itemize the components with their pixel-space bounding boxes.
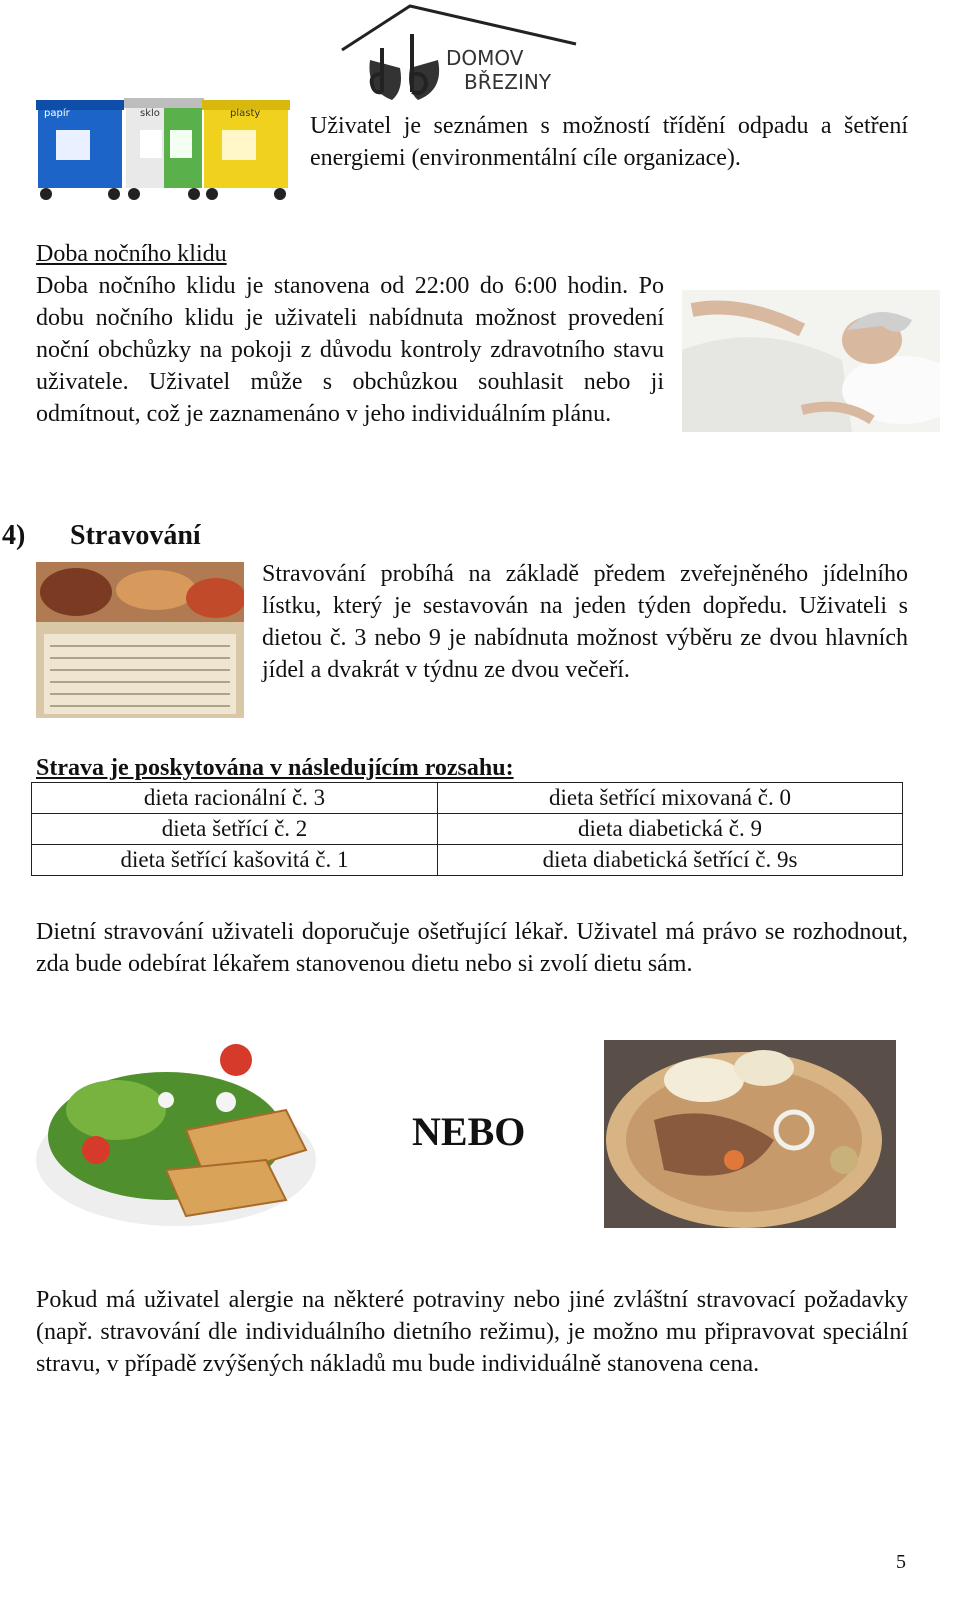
diet-note: Dietní stravování uživateli doporučuje ošetřující lékař. Uživatel má právo se rozhodnout, zda bude odebírat lékařem stanovenou dietu nebo si zvolí dietu sám. — [36, 919, 908, 977]
table-row — [32, 783, 903, 814]
allergy-text: Pokud má uživatel alergie na některé potraviny nebo jiné zvláštní stravovací požadavky (např. stravování dle individuálního dietního režimu), je možno mu připravovat speciální stravu, v případě zvýšených nákladů mu bude individuálně stanovena cena. — [36, 1287, 908, 1377]
recycling-bins-image — [36, 96, 290, 202]
section-title: Stravování — [70, 520, 201, 551]
logo-line2: BŘEZINY — [464, 70, 552, 94]
menu-image — [36, 562, 244, 718]
dumpling-plate-image — [604, 1040, 896, 1228]
night-heading: Doba nočního klidu — [36, 241, 227, 267]
table-cell: dieta racionální č. 3 — [32, 783, 438, 814]
sleeping-woman-image — [682, 290, 940, 432]
bin-paper-label: papír — [44, 108, 70, 119]
bin-glass-label: sklo — [140, 108, 160, 119]
recycling-text: Uživatel je seznámen s možností třídění odpadu a šetření energiemi (environmentální cíle organizace). — [310, 113, 908, 171]
salad-image — [36, 1040, 324, 1226]
logo — [340, 4, 580, 104]
table-row — [32, 845, 903, 876]
diet-heading: Strava je poskytována v následujícím rozsahu: — [36, 755, 514, 781]
table-cell: dieta šetřící mixovaná č. 0 — [438, 783, 903, 814]
night-text: Doba nočního klidu je stanovena od 22:00 do 6:00 hodin. Po dobu nočního klidu je uživateli nabídnuta možnost provedení noční obchůzky na pokoji z důvodu kontroly zdravotního stavu uživatele. Uživatel může s obchůzkou souhlasit nebo ji odmítnout, což je zaznamenáno v jeho individuálním plánu. — [36, 273, 664, 427]
table-row — [32, 814, 903, 845]
bin-plastic-label: plasty — [230, 108, 261, 119]
bin-glass — [124, 98, 204, 200]
page-number: 5 — [896, 1551, 906, 1573]
table-cell: dieta diabetická č. 9 — [438, 814, 903, 845]
diet-table — [31, 782, 903, 876]
nebo-label: NEBO — [412, 1109, 526, 1154]
section-number: 4) — [2, 520, 26, 551]
table-cell: dieta šetřící kašovitá č. 1 — [32, 845, 438, 876]
section-text: Stravování probíhá na základě předem zveřejněného jídelního lístku, který je sestavován na jeden týden dopředu. Uživateli s dietou č. 3 nebo 9 je nabídnuta možnost výběru ze dvou hlavních jídel a dvakrát v týdnu ze dvou večeří. — [262, 561, 908, 683]
table-cell: dieta diabetická šetřící č. 9s — [438, 845, 903, 876]
logo-line1: DOMOV — [446, 46, 524, 70]
table-cell: dieta šetřící č. 2 — [32, 814, 438, 845]
